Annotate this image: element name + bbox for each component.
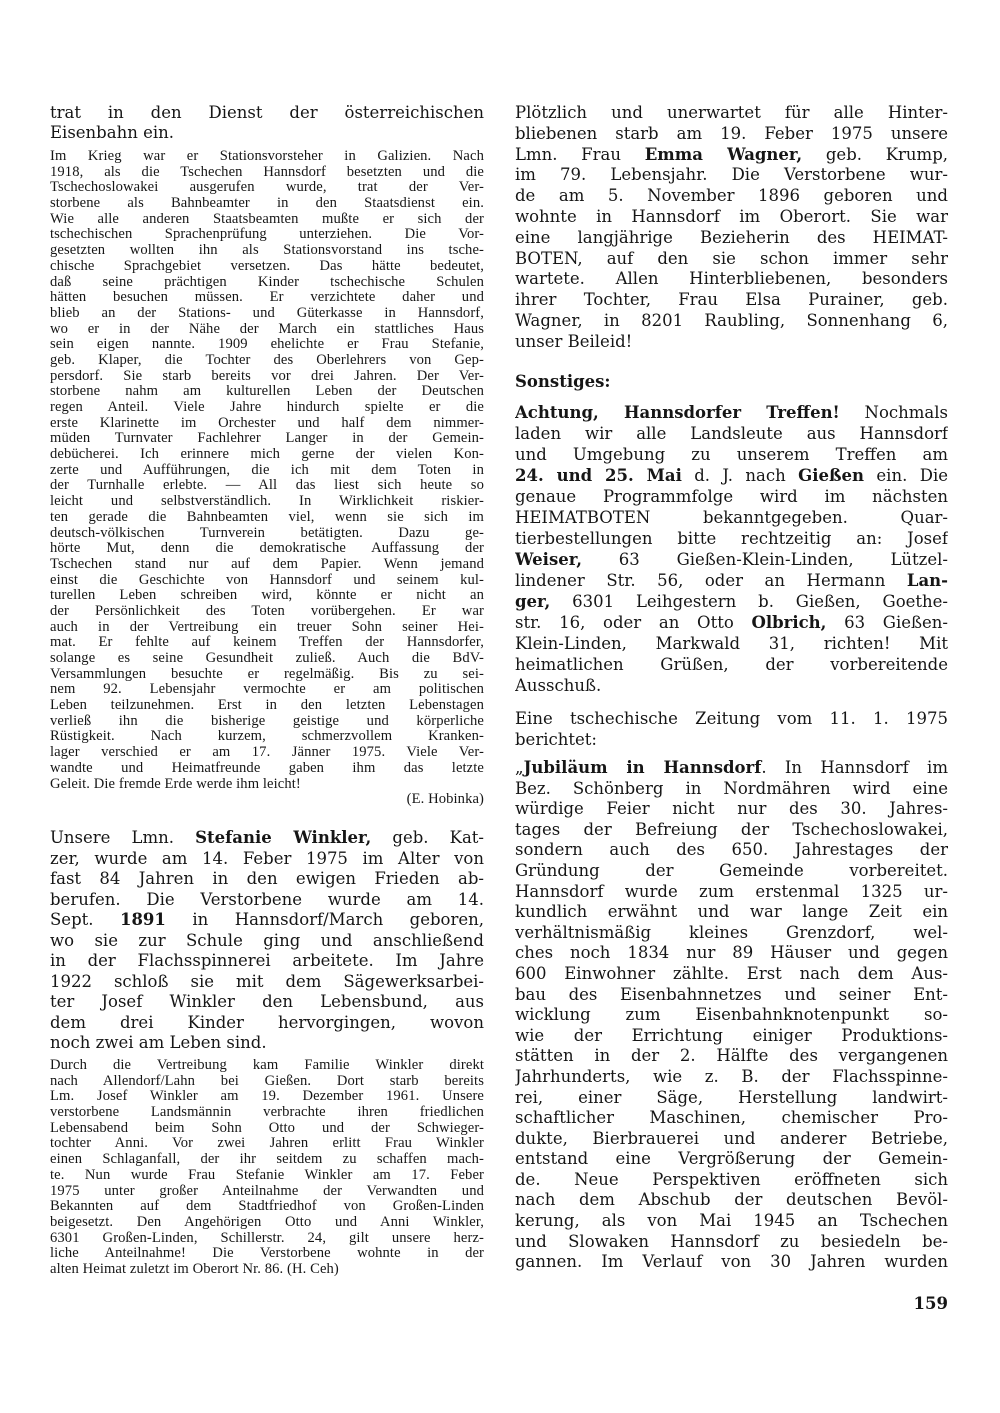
text-run: Wie alle anderen Staatsbeamten mußte er sich der [50,211,484,227]
text-line [515,124,948,145]
text-line [515,465,948,486]
text-line [50,651,484,667]
text-run: einst die Geschichte von Hannsdorf und seinem kul- [50,572,484,588]
text-run: turellen Leben schreiben wird, könnte er nicht an [50,588,484,604]
text-line [515,1149,948,1170]
text-run: bliebenen starb am 19. Feber 1975 unsere [515,123,948,143]
text-run: Ausschuß. [515,676,602,695]
text-run: Lm. Josef Winkler am 19. Dezember 1961. Unsere [50,1089,484,1105]
text-run: ten gerade die Bahnbeamten viel, wenn sie sich im [50,509,484,525]
text-run: beigesetzt. Den Angehörigen Otto und Anni Winkler, [50,1214,484,1230]
text-run: 1922 schloß sie mit dem Sägewerksarbei- [50,971,484,991]
text-run: . In Hannsdorf im [761,758,948,777]
text-line [515,1026,948,1047]
text-run: te. Nun wurde Frau Stefanie Winkler am 17. Feber [50,1167,484,1183]
section-heading: Sonstiges: [515,372,611,391]
text-line [515,820,948,841]
text-line [50,369,484,385]
text-run: mat. Er fehlte auf keinem Treffen der Hannsdorfer, [50,635,484,651]
bold-text-run: Gießen [798,466,865,485]
text-line [515,654,948,675]
text-run: ein. Die [864,466,948,485]
text-run: zer, wurde am 14. Feber 1975 im Alter von [50,848,484,868]
text-line [515,1046,948,1067]
text-run: kerung, als von Mai 1945 an Tschechen [515,1211,948,1231]
text-run: wo sie zur Schule ging und anschließend [50,930,484,950]
text-line [50,992,484,1013]
text-line [515,570,948,591]
newspaper-report-intro [515,709,948,751]
text-line [515,799,948,820]
text-line [515,985,948,1006]
text-line [515,591,948,612]
text-run: nem 92. Lebensjahr vermochte er am politischen [50,682,484,698]
text-line [515,423,948,444]
bold-text-run: Emma Wagner, [644,144,803,164]
text-line [515,1129,948,1150]
text-run: wicklung zum Eisenbahnknotenpunkt so- [515,1005,948,1025]
text-run: Eisenbahn ein. [50,123,174,142]
text-run: str. 16, oder an Otto [515,613,752,632]
text-line [515,528,948,549]
text-run: schaftlicher Maschinen, chemischer Pro- [515,1108,948,1128]
text-run: im 79. Lebensjahr. Die Verstorbene wur- [515,165,948,185]
text-line [50,604,484,620]
text-run: tochter Anni. Vor zwei Jahren erlitt Frau Winkler [50,1136,484,1152]
text-line [515,779,948,800]
text-line [50,972,484,993]
text-run: Rüstigkeit. Nach kurzem, schmerzvollem Kranken- [50,729,484,745]
text-line [515,165,948,186]
text-run: rei, einer Säge, Herstellung landwirt- [515,1087,948,1107]
text-run: geb. Klaper, die Tochter des Oberlehrers von Gep- [50,352,484,368]
text-run: bau des Eisenbahnnetzes und seiner Ent- [515,984,948,1004]
text-line [515,633,948,654]
text-line [50,165,484,181]
text-run: storbene nahm am kulturellen Leben der Deutschen [50,384,484,400]
text-line [50,1089,484,1105]
text-line [50,620,484,636]
text-run: de am 5. November 1896 geboren und [515,186,948,206]
obituary-continuation-intro [50,103,484,143]
text-line [50,123,484,143]
text-run: tages der Befreiung der Tschechoslowakei, [515,819,948,839]
text-run: lager verschied er am 17. Jänner 1975. Viele Ver- [50,745,484,761]
text-run: Lmn. Frau [515,144,645,164]
obituary-winkler-text [50,1058,484,1278]
text-run: Leben teilzunehmen. Erst in den letzten Lebenstagen [50,698,484,714]
newspaper-report-quote [515,758,948,1273]
text-run: geb. Krump, [802,144,948,164]
text-run: zerte und Aufführungen, die ich mit dem Toten in [50,462,484,478]
bold-text-run: Lan- [906,571,948,590]
text-line [515,1108,948,1129]
text-line [50,1105,484,1121]
text-run: genaue Programmfolge wird im nächsten [515,487,948,506]
text-run: Unsere Lmn. [50,828,196,847]
text-line [515,923,948,944]
text-line [50,149,484,165]
text-line [50,196,484,212]
text-run: wandte und Heimatfreunde gaben ihm das letzte [50,760,484,776]
text-run: de. Neue Perspektiven eröffneten sich [515,1169,948,1189]
text-line [515,228,948,249]
bold-text-run: ger, [515,592,551,611]
text-run: Im Krieg war er Stationsvorsteher in Galizien. Nach [50,149,484,164]
text-line [515,1170,948,1191]
text-run: 600 Einwohner zählte. Erst nach dem Aus- [515,963,948,983]
text-line [50,828,484,849]
text-run: laden wir alle Landsleute aus Hannsdorf [515,424,948,443]
text-run: nach Allendorf/Lahn bei Gießen. Dort starb bereits [50,1073,484,1089]
text-run: hätten besuchen müssen. Er verzichtete daher und [50,290,484,306]
text-run: berichtet: [515,729,597,749]
text-run: debücherei. Ich erinnere mich gerne der vielen Kon- [50,447,484,463]
text-line [50,1033,484,1054]
text-run: noch zwei am Leben sind. [50,1033,267,1052]
text-run: verhältnismäßig kleines Grenzdorf, wel- [515,922,948,942]
text-line [50,212,484,228]
text-run: geb. Kat- [371,828,484,847]
text-line [515,675,948,696]
text-run: stätten in der 2. Hälfte des vergangenen [515,1046,948,1066]
text-line [50,322,484,338]
text-line [50,384,484,400]
text-line [515,269,948,290]
text-run: ihrer Tochter, Frau Elsa Purainer, geb. [515,290,948,310]
text-run: heimatlichen Grüßen, der vorbereitende [515,655,948,674]
text-line [50,416,484,432]
bold-text-run: Achtung, Hannsdorfer Treffen! [515,403,840,422]
text-run: Lebensabend beim Sohn Otto und der Schwieger- [50,1120,484,1136]
text-run: Hannsdorf wurde zum erstenmal 1325 ur- [515,881,948,901]
obituary-hobinka-text [50,149,484,808]
text-line [515,612,948,633]
text-line [515,861,948,882]
text-run: BOTEN, auf den sie schon immer sehr [515,248,948,268]
bold-text-run: Weiser, [515,550,582,569]
text-run: dem drei Kinder hervorgingen, wovon [50,1012,484,1032]
bold-text-run: 24. und 25. Mai [515,466,682,485]
text-run: auch in der Vertreibung ein treuer Sohn seiner Hei- [50,619,484,635]
text-line [515,1252,948,1273]
text-line [515,709,948,730]
text-line [50,243,484,259]
page-number: 159 [913,1294,948,1313]
text-line [515,840,948,861]
text-line [515,507,948,528]
text-line [50,463,484,479]
text-run: tierbestellungen bitte rechtzeitig an: Josef [515,529,948,548]
text-run: in Hannsdorf/March geboren, [165,910,484,929]
text-line [50,337,484,353]
text-run: verließ ihn die bisherige geistige und körperliche [50,713,484,729]
text-run: Versammlungen besuchte er regelmäßig. Bis zu sei- [50,666,484,682]
text-line [50,1246,484,1262]
text-line [50,1013,484,1034]
text-run: „ [515,758,524,777]
text-line [50,103,484,123]
text-run: 6301 Großen-Linden, Schillerstr. 24, gilt unsere herz- [50,1230,484,1246]
text-line [50,931,484,952]
text-run: lindener Str. 56, oder an Hermann [515,571,907,590]
text-run: entstand eine Vergrößerung der Gemein- [515,1149,948,1169]
text-run: würdige Feier nicht nur des 30. Jahres- [515,799,948,819]
text-line [50,180,484,196]
text-run: unser Beileid! [515,331,633,351]
text-run: dukte, Bierbrauerei und anderer Betriebe, [515,1128,948,1148]
text-run: 6301 Leihgestern b. Gießen, Goethe- [550,592,948,611]
text-line [50,890,484,911]
text-run: einen Schlaganfall, der ihr seitdem zu schaffen mach- [50,1152,484,1168]
text-run: storbene als Bahnbeamter in den Staatsdienst ein. [50,196,484,212]
text-line [515,1190,948,1211]
text-line [515,186,948,207]
text-line [50,667,484,683]
text-line [50,1136,484,1152]
text-line [515,103,948,124]
obituary-wagner [515,103,948,353]
text-run: HEIMATBOTEN bekanntgegeben. Quar- [515,508,948,527]
text-run: der Turnhalle erlebte. — All das liest sich heute so [50,478,484,494]
text-line [515,758,948,779]
text-line [50,494,484,510]
text-run: 63 Gießen- [826,613,948,632]
text-line [515,1232,948,1253]
text-run: Gründung der Gemeinde vorbereitet. [515,860,948,880]
text-line [515,882,948,903]
text-run: ter Josef Winkler den Lebensbund, aus [50,992,484,1011]
text-line [515,943,948,964]
bold-text-run: Stefanie Winkler, [195,828,372,847]
text-run: wartete. Allen Hinterbliebenen, besonders [515,269,948,289]
text-run: gesetzten wollten ihn als Stationsvorstand ins tsche- [50,243,484,259]
text-line [50,1184,484,1200]
text-line [50,573,484,589]
text-run: Geleit. Die fremde Erde werde ihm leicht! [50,776,301,792]
text-run: eine langjährige Bezieherin des HEIMAT- [515,227,948,247]
text-line [515,1088,948,1109]
text-line [50,353,484,369]
text-run: sondern auch des 650. Jahrestages der [515,840,948,860]
text-run: regen Anteil. Viele Jahre hindurch spielte er die [50,400,484,415]
text-line [515,730,948,751]
text-line [515,311,948,332]
text-line [50,849,484,870]
text-line [50,1074,484,1090]
text-run: Sept. [50,910,120,929]
text-run: Tschechoslowakei ausgerufen wurde, trat der Ver- [50,180,484,196]
text-line [50,745,484,761]
text-line [50,510,484,526]
text-run: wo er in der Nähe der March ein stattliches Haus [50,321,484,337]
text-run: 1975 unter großer Anteilnahme der Verwandten und [50,1183,484,1199]
bold-text-run: Olbrich, [751,613,827,632]
text-line [50,526,484,542]
text-run: ches noch 1834 nur 89 Häuser und gegen [515,943,948,963]
author-signature: (E. Hobinka) [406,792,484,808]
text-line [50,682,484,698]
text-run: solange es seine Gesundheit zuließ. Auch die BdV- [50,651,484,666]
text-line [50,869,484,890]
text-line [515,1211,948,1232]
text-line [50,951,484,972]
text-run: Bekannten auf dem Stadtfriedhof von Großen-Linden [50,1199,484,1215]
text-line [50,557,484,573]
text-run: Durch die Vertreibung kam Familie Winkler direkt [50,1058,484,1073]
text-line [50,1215,484,1231]
text-line [515,1005,948,1026]
text-run: und Slowaken Hannsdorf zu besiedeln be- [515,1231,948,1251]
text-line [50,761,484,777]
text-line [515,290,948,311]
text-run: Nochmals [839,403,948,422]
text-line [50,777,484,793]
text-run: gannen. Im Verlauf von 30 Jahren wurden [515,1252,948,1272]
text-run: nach dem Abschub der deutschen Bevöl- [515,1190,948,1210]
text-line [50,275,484,291]
text-run: Bez. Schönberg in Nordmähren wird eine [515,778,948,798]
text-run: leicht und selbstverständlich. In Wirklichkeit riskier- [50,494,484,510]
text-run: 63 Gießen-Klein-Linden, Lützel- [581,550,948,569]
text-line [515,549,948,570]
text-run: wie der Errichtung einiger Produktions- [515,1025,948,1045]
text-run: daß seine prächtigen Kinder tschechische Schulen [50,274,484,290]
text-run: persdorf. Sie starb bereits vor drei Jahren. Der Ver- [50,368,484,384]
text-line [50,1231,484,1247]
text-line [515,249,948,270]
text-line [50,635,484,651]
text-run: sein eigen nannte. 1909 ehelichte er Frau Stefanie, [50,337,484,353]
text-run: müden Turnvater Fachlehrer Langer in der Gemein- [50,431,484,447]
text-line [515,444,948,465]
text-line [50,290,484,306]
text-run: verstorbene Landsmännin verbrachte ihren friedlichen [50,1105,484,1121]
text-line [50,714,484,730]
text-line [50,1262,484,1278]
text-run: liche Anteilnahme! Die Verstorbene wohnte in der [50,1246,484,1262]
text-run: alten Heimat zuletzt im Oberort Nr. 86. (H. Ceh) [50,1261,339,1277]
text-run: Wagner, in 8201 Raubling, Sonnenhang 6, [515,310,948,330]
text-run: hörte Mut, denn die demokratische Auffassung der [50,541,484,557]
text-line [515,207,948,228]
text-run: der Persönlichkeit des Toten vorübergehen. Er war [50,603,484,619]
text-line [50,447,484,463]
text-line [50,541,484,557]
text-run: fast 84 Jahren in den ewigen Frieden ab- [50,869,484,888]
text-run: wohnte in Hannsdorf im Oberort. Sie war [515,206,948,226]
text-line [515,902,948,923]
bold-text-run: Jubiläum in Hannsdorf [523,758,762,777]
text-line [50,588,484,604]
text-run: Jahrhunderts, wie z. B. der Flachsspinne- [515,1066,948,1086]
text-run: chische Sprachgebiet versetzen. Das hätte bedeutet, [50,258,484,274]
text-line [50,227,484,243]
text-line [50,400,484,416]
text-run: kundlich erwähnt und war lange Zeit ein [515,902,948,922]
text-run: Plötzlich und unerwartet für alle Hinter- [515,103,948,122]
text-line [515,145,948,166]
text-run: trat in den Dienst der österreichischen [50,103,484,122]
text-line [50,1152,484,1168]
text-run: Tschechen stand nur auf dem Papier. Wenn jemand [50,556,484,572]
text-line [515,486,948,507]
text-line [50,1199,484,1215]
text-line [50,431,484,447]
text-run: Klein-Linden, Markwald 31, richten! Mit [515,634,948,653]
text-run: und Umgebung zu unserem Treffen am [515,445,948,464]
text-line [50,1121,484,1137]
text-line [515,332,948,353]
text-run: blieb an der Stations- und Güterkasse in Hannsdorf, [50,305,484,321]
text-run: berufen. Die Verstorbene wurde am 14. [50,889,484,909]
text-run: deutsch-völkischen Turnverein betätigten. Dazu ge- [50,525,484,541]
text-run: Eine tschechische Zeitung vom 11. 1. 1975 [515,709,948,728]
text-line [50,1058,484,1074]
text-run: in der Flachsspinnerei arbeitete. Im Jahre [50,951,484,970]
meeting-announcement [515,402,948,696]
text-line [515,964,948,985]
text-line [50,259,484,275]
text-line [50,698,484,714]
text-run: tschechischen Sprachenprüfung unterziehen. Die Vor- [50,227,484,243]
text-line [515,1067,948,1088]
text-line [515,402,948,423]
text-line [50,1168,484,1184]
text-line [50,478,484,494]
text-run: d. J. nach [681,466,799,485]
obituary-winkler-intro [50,828,484,1054]
text-line [50,910,484,931]
text-line [50,729,484,745]
bold-text-run: 1891 [119,910,166,929]
text-run: 1918, als die Tschechen Hannsdorf besetzten und die [50,164,484,180]
text-line [50,306,484,322]
text-run: erste Klarinette im Orchester und half dem nimmer- [50,415,484,431]
